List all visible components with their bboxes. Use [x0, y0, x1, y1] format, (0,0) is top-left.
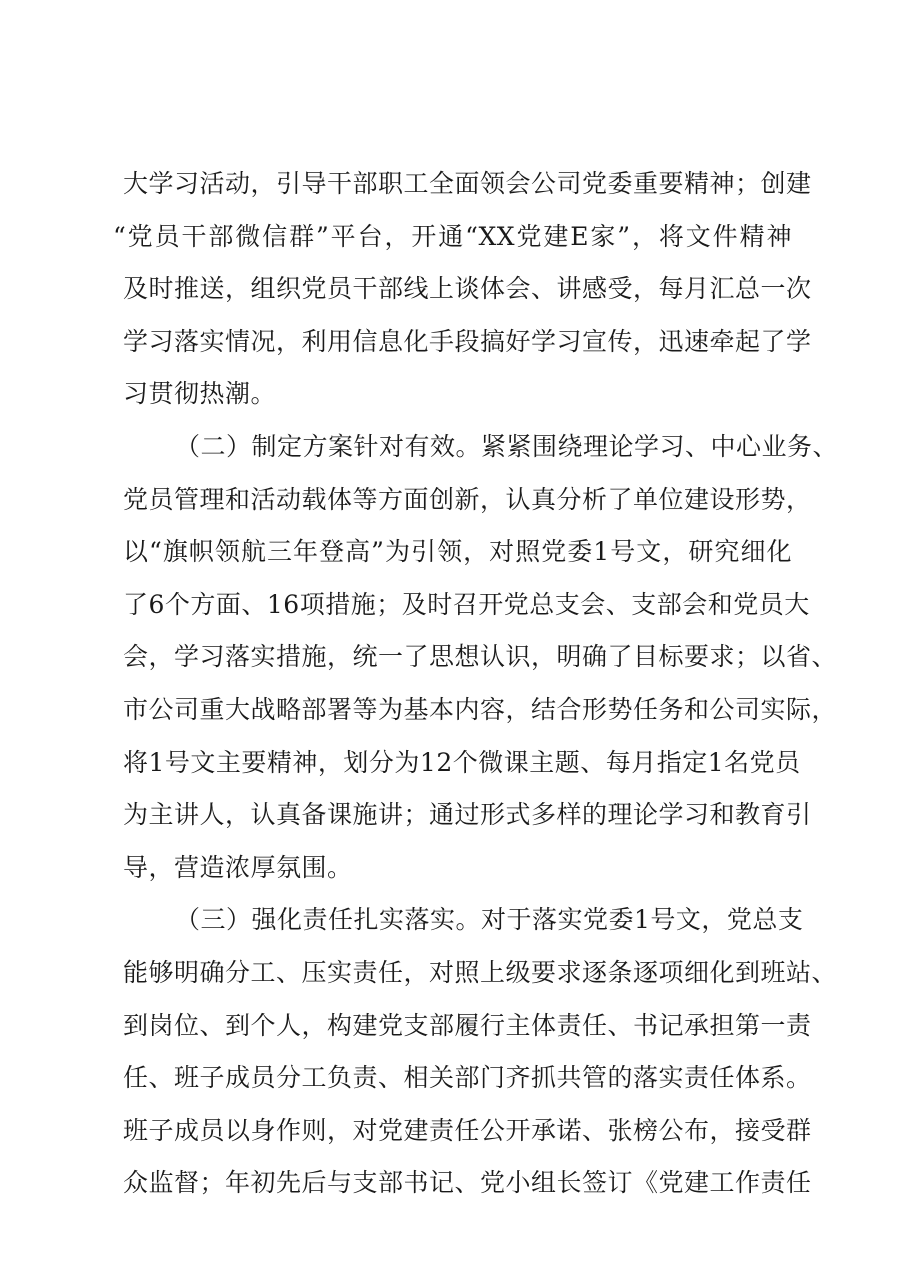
- text-line: 众监督；年初先后与支部书记、党小组长签订《党建工作责任: [123, 1168, 812, 1198]
- text-line: 大学习活动，引导干部职工全面领会公司党委重要精神；创建: [123, 169, 812, 198]
- text-line: 将1号文主要精神，划分为12个微课主题、每月指定1名党员: [123, 747, 801, 777]
- text-line: 班子成员以身作则，对党建责任公开承诺、张榜公布，接受群: [123, 1115, 812, 1145]
- text-line: 会，学习落实措施，统一了思想认识，明确了目标要求；以省、: [123, 642, 838, 672]
- paragraph-heading-2: （二）制定方案针对有效。紧紧围绕理论学习、中心业务、: [175, 431, 839, 461]
- text-line: 习贯彻热潮。: [123, 379, 277, 409]
- text-line: 以“旗帜领航三年登高”为引领，对照党委1号文，研究细化: [123, 537, 792, 567]
- text-line: 任、班子成员分工负责、相关部门齐抓共管的落实责任体系。: [123, 1063, 812, 1093]
- text-line: 为主讲人，认真备课施讲；通过形式多样的理论学习和教育引: [123, 800, 812, 830]
- text-line: 能够明确分工、压实责任，对照上级要求逐条逐项细化到班站、: [123, 957, 838, 987]
- text-line: 到岗位、到个人，构建党支部履行主体责任、书记承担第一责: [123, 1010, 812, 1040]
- text-line: 及时推送，组织党员干部线上谈体会、讲感受，每月汇总一次: [123, 274, 812, 304]
- text-line: “党员干部微信群”平台，开通“XX党建E家”，将文件精神: [113, 221, 792, 251]
- text-line: 党员管理和活动载体等方面创新，认真分析了单位建设形势，: [123, 484, 812, 514]
- body-text: [0, 158, 909, 1210]
- text-line: 学习落实情况，利用信息化手段搞好学习宣传，迅速牵起了学: [123, 326, 812, 356]
- text-line: 市公司重大战略部署等为基本内容，结合形势任务和公司实际，: [123, 694, 838, 724]
- text-line: 了6个方面、16项措施；及时召开党总支会、支部会和党员大: [123, 589, 810, 619]
- paragraph-heading-3: （三）强化责任扎实落实。对于落实党委1号文，党总支: [175, 905, 804, 935]
- text-line: 导，营造浓厚氛围。: [123, 852, 353, 882]
